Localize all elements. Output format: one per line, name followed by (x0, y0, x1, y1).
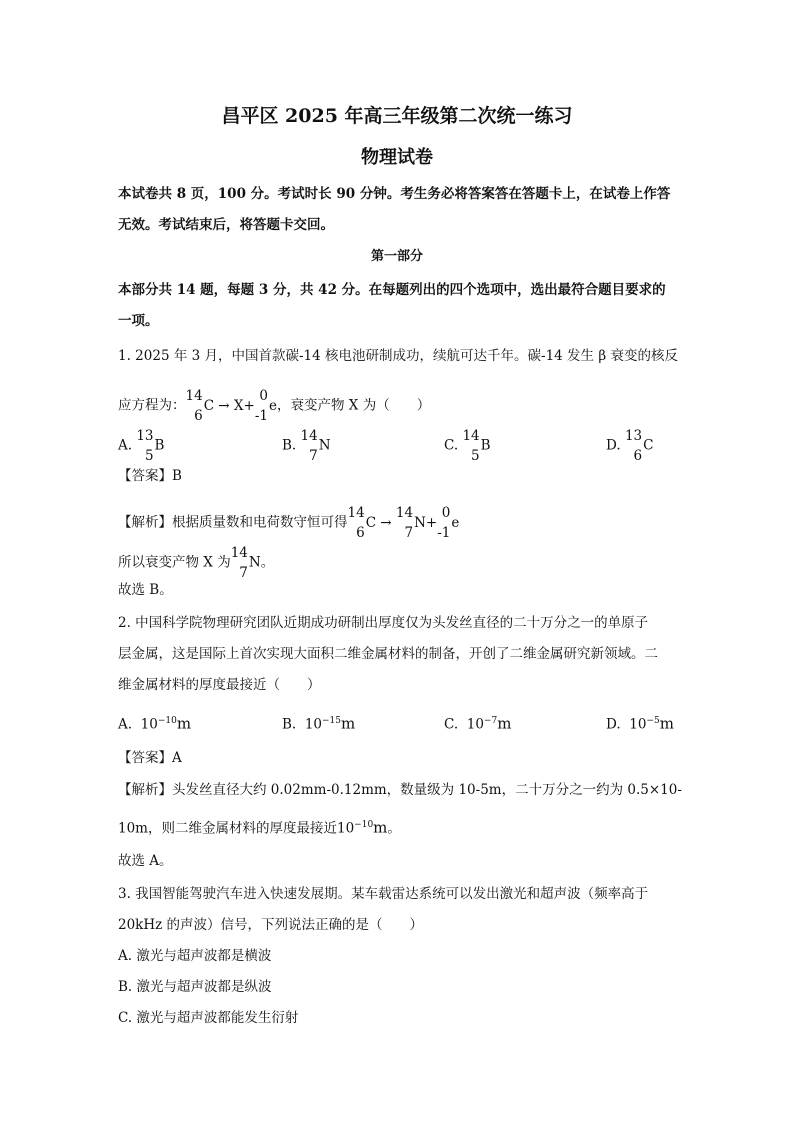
q1-reaction-equation: 14 6 C → X+ 0 -1 e (185, 388, 277, 424)
part-heading: 第一部分 (370, 249, 423, 264)
q2-analysis-line-1: 【解析】头发丝直径大约 0.02mm-0.12mm，数量级为 10-5m，二十万分之一约为 0.5×10- (118, 782, 682, 798)
q3-stem-line-2: 20kHz 的声波）信号，下列说法正确的是（ ） (118, 917, 424, 933)
part-desc-2: 一项。 (118, 313, 159, 329)
intro-line-1: 本试卷共 8 页，100 分。考试时长 90 分钟。考生务必将答案答在答题卡上，在试卷上作答 (118, 186, 671, 202)
page-title: 昌平区 2025 年高三年级第二次统一练习 (221, 105, 573, 127)
q3-option-a: A. 激光与超声波都是横波 (118, 948, 272, 964)
q2-stem-line-3: 维金属材料的厚度最接近（ ） (118, 677, 321, 693)
q1-stem-line-2 (118, 386, 430, 426)
q2-option-d: D. $10^{-5}m$ (606, 714, 674, 733)
q2-stem-line-2: 层金属，这是国际上首次实现大面积二维金属材料的制备，开创了二维金属研究新领域。二 (118, 646, 658, 662)
page-subtitle: 物理试卷 (361, 147, 433, 168)
q1-stem-suffix: ，衰变产物 X 为（ ） (277, 397, 431, 414)
q1-option-b: B. 14 7 N (282, 428, 331, 464)
q2-conclusion: 故选 A。 (118, 853, 173, 869)
q2-stem-line-1: 2. 中国科学院物理研究团队近期成功研制出厚度仅为头发丝直径的二十万分之一的单原子 (118, 615, 649, 631)
q1-option-a: A. 13 5 B (118, 428, 165, 464)
q2-analysis-line-2: 10m，则二维金属材料的厚度最接近$10^{-10}m$。 (118, 818, 401, 837)
q1-product-line: 所以衰变产物 X 为 14 7 N。 (118, 545, 275, 581)
q1-conclusion: 故选 B。 (118, 582, 173, 598)
intro-line-2: 无效。考试结束后，将答题卡交回。 (118, 217, 334, 233)
q1-stem-line-1: 1. 2025 年 3 月，中国首款碳-14 核电池研制成功，续航可达千年。碳-14 发生 β 衰变的核反 (118, 348, 678, 364)
q2-option-b: B. $10^{-15}m$ (282, 714, 356, 733)
q1-stem-prefix: 应方程为： (118, 397, 186, 414)
q2-answer: 【答案】A (118, 750, 182, 766)
q1-option-d: D. 13 6 C (606, 428, 654, 464)
q2-option-c: C. $10^{-7}m$ (444, 714, 512, 733)
q3-option-c: C. 激光与超声波都能发生衍射 (118, 1010, 299, 1026)
q2-option-a: A. $10^{-10}m$ (118, 714, 192, 733)
q3-option-b: B. 激光与超声波都是纵波 (118, 979, 272, 995)
q1-answer: 【答案】B (118, 468, 182, 484)
q1-analysis-equation: 14 6 C → 14 7 N+ 0 -1 e (347, 505, 460, 541)
q1-option-c: C. 14 5 B (444, 428, 491, 464)
part-desc-1: 本部分共 14 题，每题 3 分，共 42 分。在每题列出的四个选项中，选出最符合题目要求的 (118, 282, 666, 298)
q1-analysis: 【解析】根据质量数和电荷数守恒可得 14 6 C → 14 7 N+ 0 -1 e (118, 505, 460, 541)
q3-stem-line-1: 3. 我国智能驾驶汽车进入快速发展期。某车载雷达系统可以发出激光和超声波（频率高于 (118, 886, 649, 902)
